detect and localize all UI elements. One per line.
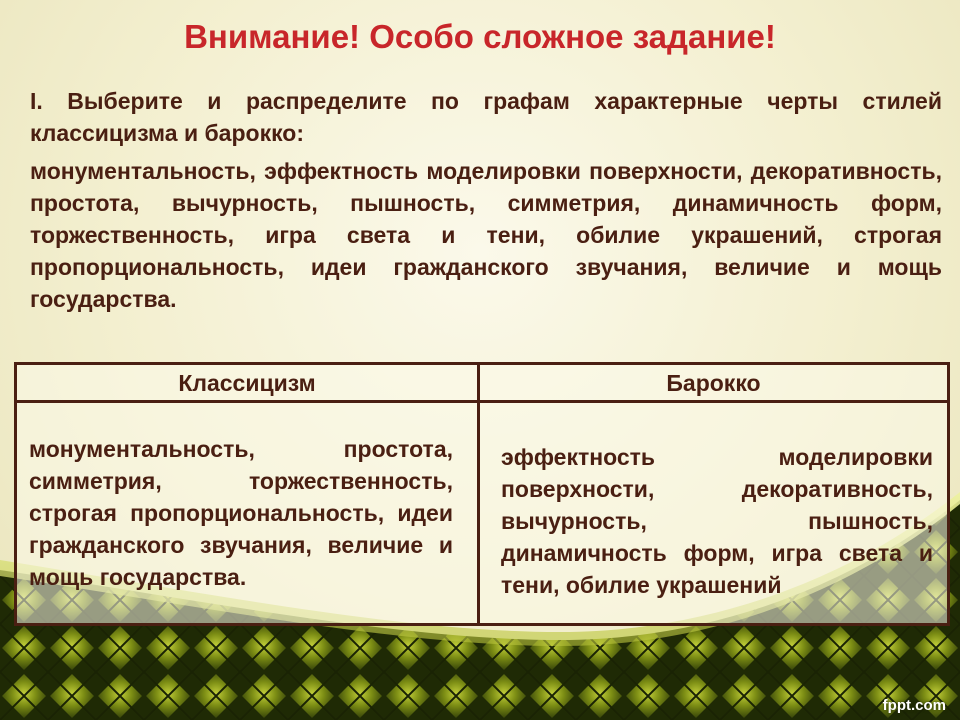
- fppt-logo: fppt.com: [882, 697, 946, 714]
- task-words-list: монументальность, эффектность моделировки поверхности, декоративность, простота, вычурность, пышность, симметрия, динамичность форм, торжественность, игра света и тени, обилие украшений, строгая пропорциональность, идеи гражданского звучания, величие и мощь государства.: [30, 158, 942, 312]
- page-title: Внимание! Особо сложное задание!: [184, 18, 776, 55]
- cell-baroque: эффектность моделировки поверхности, декоративность, вычурность, пышность, динамичность форм, игра света и тени, обилие украшений: [501, 444, 933, 598]
- column-header-baroque: Барокко: [666, 370, 761, 396]
- column-divider: [477, 365, 480, 623]
- column-header-classicism: Классицизм: [178, 370, 316, 396]
- cell-classicism: монументальность, простота, симметрия, торжественность, строгая пропорциональность, идеи гражданского звучания, величие и мощь государства.: [29, 436, 453, 590]
- answer-table: [14, 362, 950, 626]
- task-question: I. Выберите и распределите по графам характерные черты стилей классицизма и барокко:: [30, 88, 942, 146]
